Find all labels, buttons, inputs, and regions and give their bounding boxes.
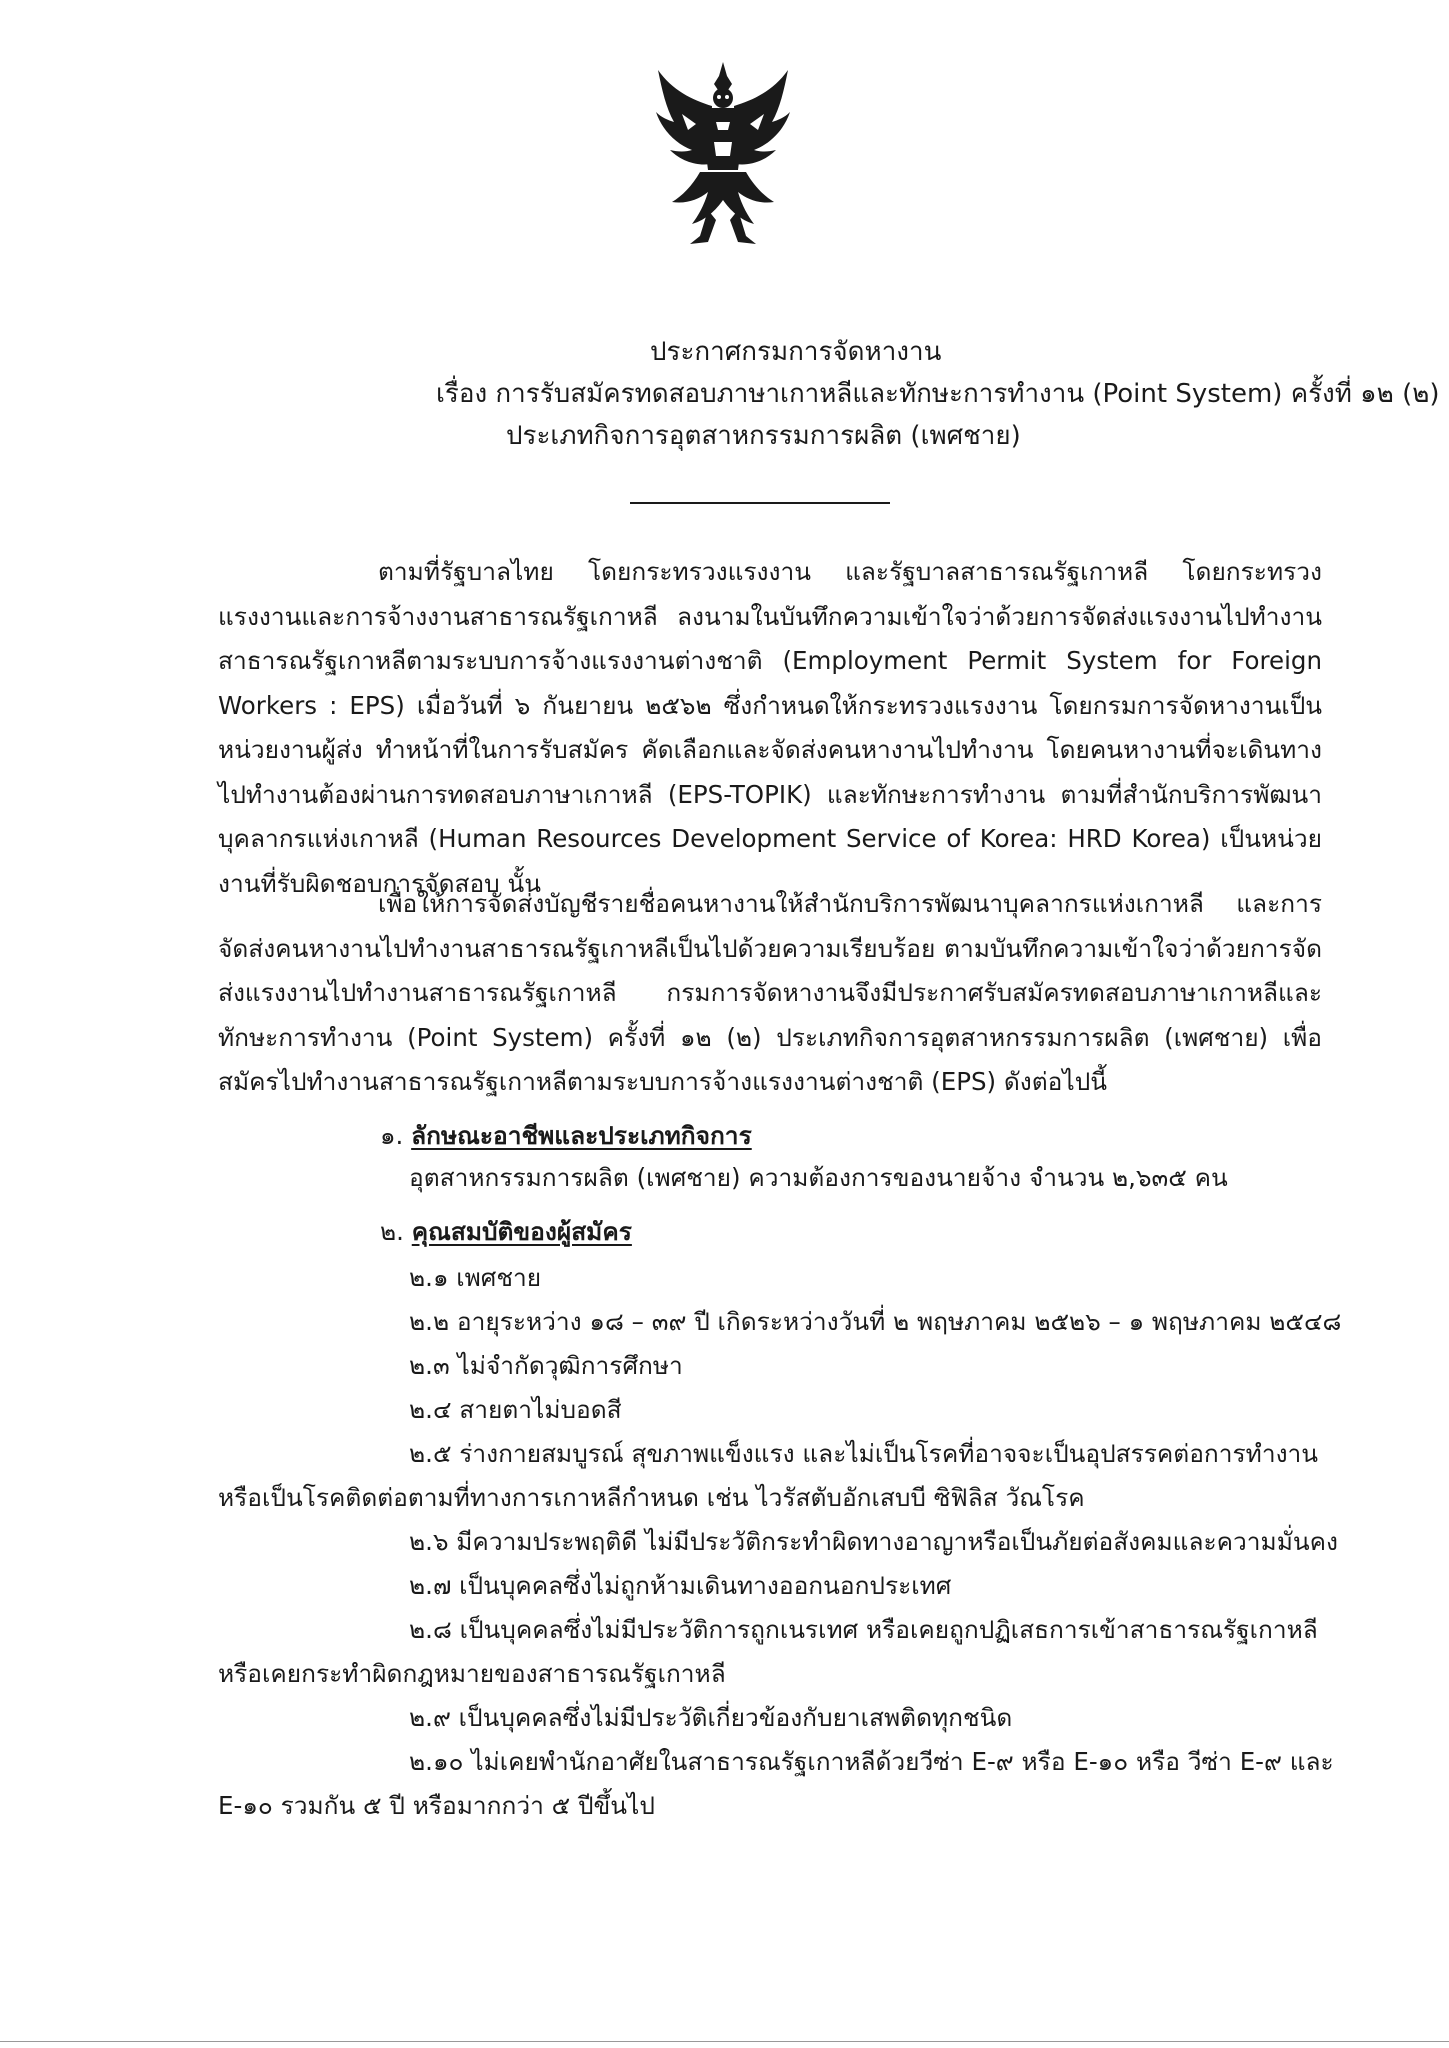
qualification-item: ๒.๗ เป็นบุคคลซึ่งไม่ถูกห้ามเดินทางออกนอกประเทศ — [409, 1571, 952, 1600]
qualification-item: ๒.๘ เป็นบุคคลซึ่งไม่มีประวัติการถูกเนรเทศ หรือเคยถูกปฏิเสธการเข้าสาธารณรัฐเกาหลี — [409, 1615, 1318, 1644]
qualification-item-cont: หรือเป็นโรคติดต่อตามที่ทางการเกาหลีกำหนด เช่น ไวรัสตับอักเสบบี ซิฟิลิส วัณโรค — [218, 1483, 1085, 1512]
section-1-text: อุตสาหกรรมการผลิต (เพศชาย) ความต้องการของนายจ้าง จำนวน ๒,๖๓๕ คน — [409, 1163, 1228, 1192]
qualification-item: ๒.๙ เป็นบุคคลซึ่งไม่มีประวัติเกี่ยวข้องกับยาเสพติดทุกชนิด — [409, 1703, 1013, 1732]
announcement-title: ประกาศกรมการจัดหางาน — [650, 337, 942, 367]
header-divider — [630, 502, 890, 504]
announcement-category: ประเภทกิจการอุตสาหกรรมการผลิต (เพศชาย) — [506, 421, 1021, 451]
qualification-item: ๒.๓ ไม่จำกัดวุฒิการศึกษา — [409, 1351, 683, 1380]
qualification-item-cont: หรือเคยกระทำผิดกฎหมายของสาธารณรัฐเกาหลี — [218, 1659, 726, 1688]
announcement-subject: เรื่อง การรับสมัครทดสอบภาษาเกาหลีและทักษะการทำงาน (Point System) ครั้งที่ ๑๒ (๒) — [436, 379, 1440, 409]
garuda-emblem — [652, 60, 794, 250]
section-1-heading — [380, 1114, 752, 1158]
paragraph-background — [218, 550, 1322, 906]
section-1-title: ลักษณะอาชีพและประเภทกิจการ — [411, 1121, 752, 1150]
section-1-number: ๑. — [380, 1121, 404, 1150]
qualification-item: ๒.๖ มีความประพฤติดี ไม่มีประวัติกระทำผิดทางอาญาหรือเป็นภัยต่อสังคมและความมั่นคง — [409, 1527, 1338, 1556]
qualification-item: ๒.๔ สายตาไม่บอดสี — [409, 1395, 622, 1424]
qualification-item: ๒.๒ อายุระหว่าง ๑๘ – ๓๙ ปี เกิดระหว่างวันที่ ๒ พฤษภาคม ๒๕๒๖ – ๑ พฤษภาคม ๒๕๔๘ — [409, 1307, 1342, 1336]
qualification-item: ๒.๑๐ ไม่เคยพำนักอาศัยในสาธารณรัฐเกาหลีด้วยวีซ่า E-๙ หรือ E-๑๐ หรือ วีซ่า E-๙ และ — [409, 1747, 1334, 1776]
page-edge-line — [0, 2041, 1449, 2042]
paragraph-purpose-text: เพื่อให้การจัดส่งบัญชีรายชื่อคนหางานให้สำนักบริการพัฒนาบุคลากรแห่งเกาหลี และการจัดส่งคนหางานไปทำงานสาธารณรัฐเกาหลีเป็นไปด้วยความเรียบร้อย ตามบันทึกความเข้าใจว่าด้วยการจัดส่งแรงงานไปทำงานสาธารณรัฐเกาหลี กรมการจัดหางานจึงมีประกาศรับสมัครทดสอบภาษาเกาหลีและทักษะการทำงาน (Point System) ครั้งที่ ๑๒ (๒) ประเภทกิจการอุตสาหกรรมการผลิต (เพศชาย) เพื่อสมัครไปทำงานสาธารณรัฐเกาหลีตามระบบการจ้างแรงงานต่างชาติ (EPS) ดังต่อไปนี้ — [218, 889, 1322, 1096]
section-2-number: ๒. — [380, 1217, 404, 1246]
paragraph-purpose — [218, 882, 1322, 1105]
section-2-title: คุณสมบัติของผู้สมัคร — [411, 1217, 632, 1246]
qualification-item: ๒.๕ ร่างกายสมบูรณ์ สุขภาพแข็งแรง และไม่เป็นโรคที่อาจจะเป็นอุปสรรคต่อการทำงาน — [409, 1439, 1319, 1468]
qualification-item-cont: E-๑๐ รวมกัน ๕ ปี หรือมากกว่า ๕ ปีขึ้นไป — [218, 1791, 655, 1820]
qualification-item: ๒.๑ เพศชาย — [409, 1263, 542, 1292]
paragraph-background-text: ตามที่รัฐบาลไทย โดยกระทรวงแรงงาน และรัฐบาลสาธารณรัฐเกาหลี โดยกระทรวงแรงงานและการจ้างงานสาธารณรัฐเกาหลี ลงนามในบันทึกความเข้าใจว่าด้วยการจัดส่งแรงงานไปทำงานสาธารณรัฐเกาหลีตามระบบการจ้างแรงงานต่างชาติ (Employment Permit System for Foreign Workers : EPS) เมื่อวันที่ ๖ กันยายน ๒๕๖๒ ซึ่งกำหนดให้กระทรวงแรงงาน โดยกรมการจัดหางานเป็นหน่วยงานผู้ส่ง ทำหน้าที่ในการรับสมัคร คัดเลือกและจัดส่งคนหางานไปทำงาน โดยคนหางานที่จะเดินทางไปทำงานต้องผ่านการทดสอบภาษาเกาหลี (EPS-TOPIK) และทักษะการทำงาน ตามที่สำนักบริการพัฒนาบุคลากรแห่งเกาหลี (Human Resources Development Service of Korea: HRD Korea) เป็นหน่วยงานที่รับผิดชอบการจัดสอบ นั้น — [218, 557, 1322, 898]
section-2-heading — [380, 1210, 632, 1254]
